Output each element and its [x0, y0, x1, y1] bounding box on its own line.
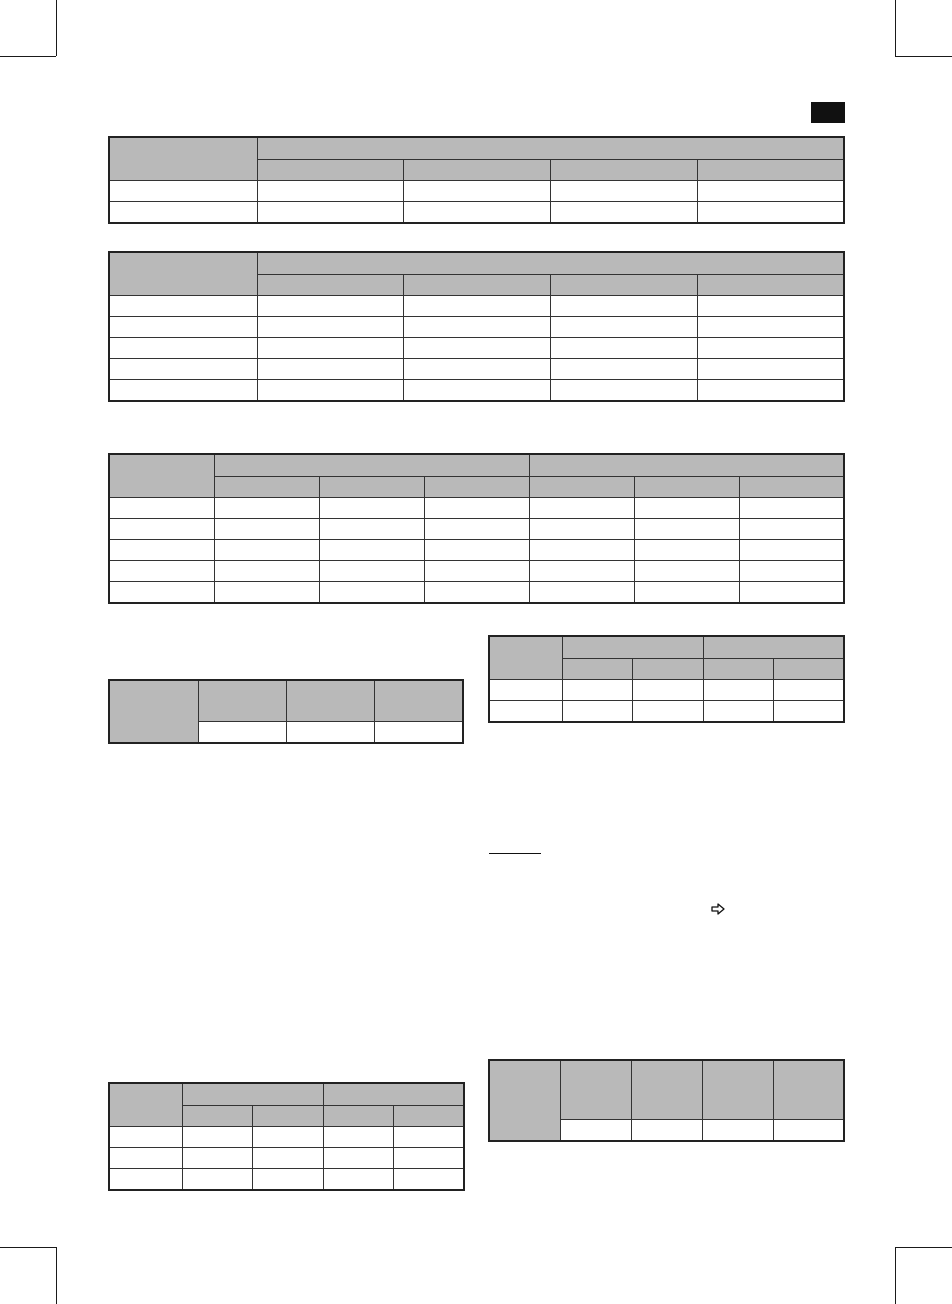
table-cell [253, 1169, 324, 1191]
table-row [109, 181, 844, 202]
table-cell [182, 1127, 253, 1148]
table-cell [394, 1148, 465, 1169]
crop-mark-top-left-v [56, 0, 57, 56]
table-row [109, 540, 844, 561]
table-corner-cell [109, 1083, 182, 1127]
spec-table-2 [108, 251, 845, 402]
table-cell [697, 317, 844, 338]
table-column-header [634, 476, 739, 498]
table-column-header [404, 274, 551, 296]
table-cell [697, 296, 844, 317]
table-cell [319, 561, 424, 582]
table-row [109, 202, 844, 224]
table-corner-cell [489, 636, 562, 680]
table-cell [214, 498, 319, 519]
table-group-header [703, 636, 844, 658]
table-group-header [562, 636, 703, 658]
crop-mark-bottom-left-v [56, 1247, 57, 1304]
table-corner-cell [489, 1060, 560, 1141]
table-cell [697, 202, 844, 224]
table-column-header [773, 1060, 844, 1120]
table-group-header [323, 1083, 464, 1105]
crop-mark-top-right-h [895, 56, 952, 57]
table-cell [257, 380, 404, 402]
table-row [109, 317, 844, 338]
table-cell [529, 519, 634, 540]
crop-mark-top-left-h [0, 56, 56, 57]
table-cell [529, 540, 634, 561]
table-column-header [257, 159, 404, 181]
spec-table-4 [108, 679, 464, 744]
table-header-row [489, 636, 844, 658]
table-group-header [257, 137, 844, 159]
table-cell [739, 519, 844, 540]
table-column-header [529, 476, 634, 498]
table-cell [109, 317, 257, 338]
table-cell [109, 1148, 182, 1169]
table-column-header [739, 476, 844, 498]
spec-table-6 [108, 1082, 465, 1191]
table-column-header [404, 159, 551, 181]
table-corner-cell [109, 137, 257, 181]
table-column-header [562, 658, 633, 680]
table-cell [529, 582, 634, 604]
table-cell [253, 1127, 324, 1148]
table-row [109, 359, 844, 380]
table-cell [394, 1127, 465, 1148]
table-cell [551, 317, 698, 338]
table-row [109, 380, 844, 402]
table-cell [739, 582, 844, 604]
table-cell [109, 359, 257, 380]
table-corner-cell [109, 252, 257, 296]
table-cell [109, 498, 214, 519]
table-row [109, 1169, 464, 1191]
table-row [109, 338, 844, 359]
table-cell [257, 181, 404, 202]
table-cell [109, 380, 257, 402]
table-row [109, 561, 844, 582]
table-cell [319, 540, 424, 561]
table-cell [109, 540, 214, 561]
table-column-header [424, 476, 529, 498]
table-header-row [109, 252, 844, 274]
table-row [489, 680, 844, 701]
table-column-header [560, 1060, 631, 1120]
table-cell [633, 701, 704, 723]
table-cell [394, 1169, 465, 1191]
table-cell [774, 680, 845, 701]
table-cell [551, 296, 698, 317]
table-cell [551, 380, 698, 402]
table-column-header [702, 1060, 773, 1120]
crop-mark-bottom-left-h [0, 1247, 56, 1248]
table-cell [489, 701, 562, 723]
table-cell [634, 519, 739, 540]
crop-mark-bottom-right-h [895, 1247, 952, 1248]
table-column-header [323, 1105, 394, 1127]
table-cell [703, 701, 774, 723]
table-column-header [633, 658, 704, 680]
spec-table-1 [108, 136, 845, 224]
table-column-header [214, 476, 319, 498]
table-cell [257, 338, 404, 359]
table-cell [739, 540, 844, 561]
table-column-header [257, 274, 404, 296]
table-group-header [257, 252, 844, 274]
table-cell [257, 317, 404, 338]
table-corner-cell [109, 454, 214, 498]
table-cell [424, 498, 529, 519]
table-column-header [286, 680, 374, 722]
table-cell [109, 296, 257, 317]
table-cell [109, 1169, 182, 1191]
spec-table-7 [488, 1059, 845, 1142]
crop-mark-top-right-v [895, 0, 896, 56]
table-cell [634, 561, 739, 582]
table-cell [631, 1120, 702, 1142]
table-column-header [697, 159, 844, 181]
table-cell [489, 680, 562, 701]
table-cell [182, 1169, 253, 1191]
table-column-header [551, 274, 698, 296]
table-cell [109, 338, 257, 359]
table-group-header [529, 454, 844, 476]
table-subheader-row [109, 476, 844, 498]
table-column-header [703, 658, 774, 680]
table-cell [424, 519, 529, 540]
table-cell [109, 582, 214, 604]
table-corner-cell [109, 680, 198, 743]
table-cell [551, 338, 698, 359]
table-cell [323, 1148, 394, 1169]
table-cell [253, 1148, 324, 1169]
table-column-header [631, 1060, 702, 1120]
table-header-row [489, 1060, 844, 1120]
table-header-row [109, 454, 844, 476]
table-cell [697, 338, 844, 359]
table-cell [634, 540, 739, 561]
spec-table-3 [108, 453, 845, 604]
table-row [489, 701, 844, 723]
table-cell [214, 561, 319, 582]
table-cell [424, 540, 529, 561]
table-header-row [109, 137, 844, 159]
table-cell [773, 1120, 844, 1142]
table-row [109, 582, 844, 604]
right-arrow-icon [711, 902, 725, 916]
table-group-header [214, 454, 529, 476]
table-cell [529, 498, 634, 519]
crop-mark-bottom-right-v [895, 1247, 896, 1304]
table-column-header [551, 159, 698, 181]
table-row [109, 498, 844, 519]
table-cell [182, 1148, 253, 1169]
table-cell [109, 561, 214, 582]
table-cell [323, 1127, 394, 1148]
table-cell [323, 1169, 394, 1191]
table-cell [257, 202, 404, 224]
table-cell [634, 498, 739, 519]
spec-table-5 [488, 635, 845, 723]
table-cell [214, 540, 319, 561]
table-cell [562, 680, 633, 701]
table-cell [286, 722, 374, 744]
table-cell [697, 359, 844, 380]
table-cell [404, 359, 551, 380]
table-cell [424, 582, 529, 604]
table-group-header [182, 1083, 323, 1105]
table-cell [739, 561, 844, 582]
table-cell [560, 1120, 631, 1142]
table-cell [109, 202, 257, 224]
table-cell [257, 296, 404, 317]
table-cell [634, 582, 739, 604]
table-column-header [394, 1105, 465, 1127]
table-cell [702, 1120, 773, 1142]
table-cell [739, 498, 844, 519]
table-header-row [109, 1083, 464, 1105]
table-column-header [182, 1105, 253, 1127]
table-cell [697, 181, 844, 202]
table-column-header [697, 274, 844, 296]
table-cell [404, 202, 551, 224]
table-cell [404, 296, 551, 317]
table-row [109, 296, 844, 317]
language-tab [811, 102, 845, 123]
table-column-header [253, 1105, 324, 1127]
table-column-header [319, 476, 424, 498]
table-header-row [109, 680, 463, 722]
table-cell [551, 181, 698, 202]
table-cell [703, 680, 774, 701]
table-cell [319, 519, 424, 540]
table-column-header [774, 658, 845, 680]
table-cell [198, 722, 286, 744]
table-cell [319, 498, 424, 519]
table-row [109, 1127, 464, 1148]
table-row [109, 1148, 464, 1169]
table-cell [774, 701, 845, 723]
table-cell [214, 582, 319, 604]
table-cell [375, 722, 463, 744]
table-cell [633, 680, 704, 701]
table-cell [109, 181, 257, 202]
table-cell [697, 380, 844, 402]
table-cell [404, 338, 551, 359]
table-cell [551, 359, 698, 380]
table-cell [404, 181, 551, 202]
table-cell [404, 380, 551, 402]
table-cell [214, 519, 319, 540]
table-row [109, 519, 844, 540]
table-cell [424, 561, 529, 582]
table-cell [257, 359, 404, 380]
table-cell [109, 519, 214, 540]
table-cell [551, 202, 698, 224]
table-cell [109, 1127, 182, 1148]
table-cell [319, 582, 424, 604]
table-column-header [375, 680, 463, 722]
table-column-header [198, 680, 286, 722]
table-cell [529, 561, 634, 582]
section-heading-underline [489, 853, 541, 854]
table-cell [404, 317, 551, 338]
table-cell [562, 701, 633, 723]
